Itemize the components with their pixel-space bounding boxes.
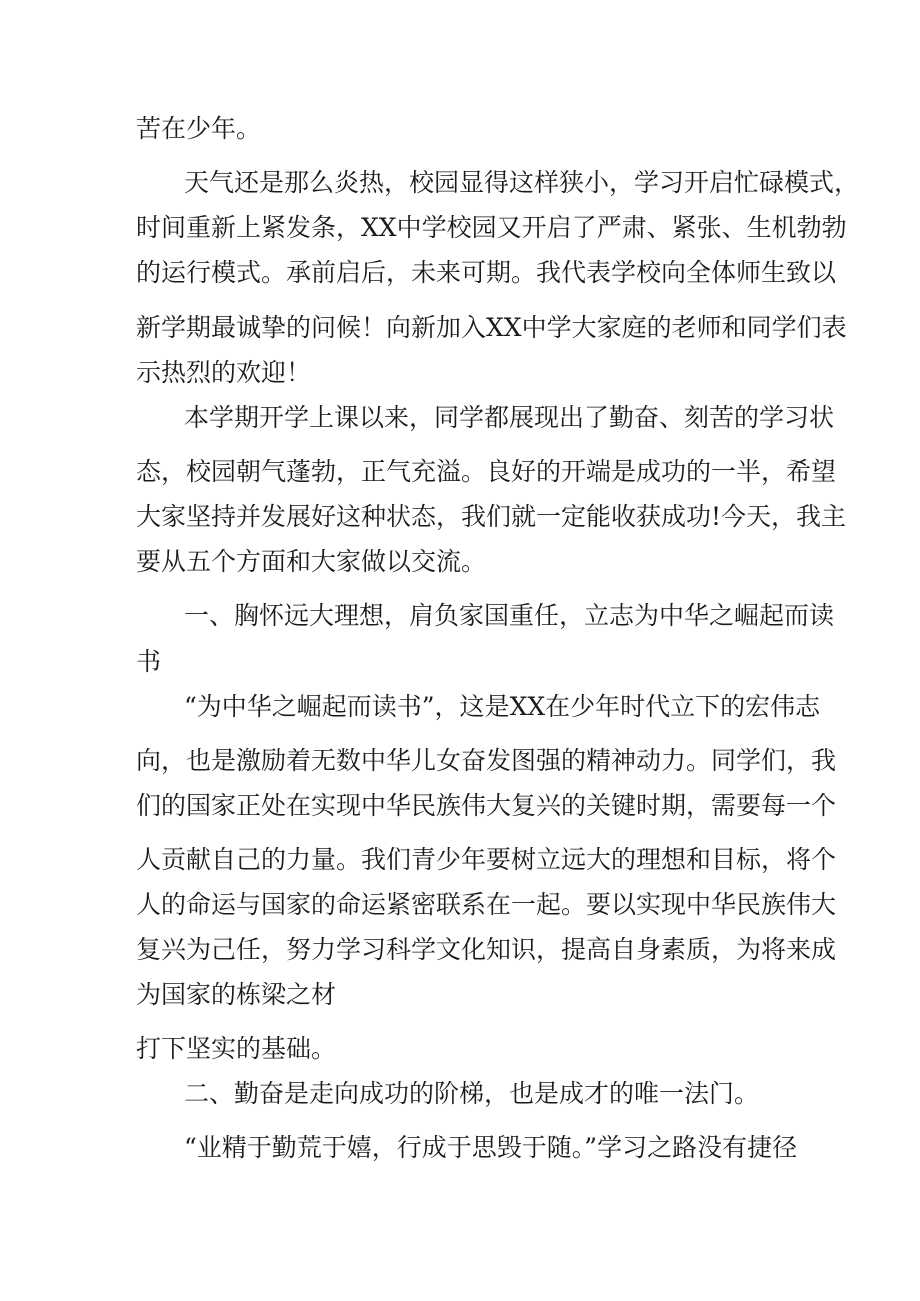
text-line: 的运行模式。承前启后，未来可期。我代表学校向全体师生致以 [136, 258, 837, 287]
section-heading: 二、勤奋是走向成功的阶梯，也是成才的唯一法门。 [184, 1079, 760, 1108]
text-line: 时间重新上紧发条，XX中学校园又开启了严肃、紧张、生机勃勃 [136, 213, 847, 242]
paragraph-start: “为中华之崛起而读书”，这是XX在少年时代立下的宏伟志 [184, 692, 821, 721]
paragraph-start: “业精于勤荒于嬉，行成于思毁于随。”学习之路没有捷径 [184, 1133, 798, 1162]
text-line: 打下坚实的基础。 [136, 1034, 337, 1063]
text-line: 苦在少年。 [136, 114, 262, 143]
text-line: 新学期最诚挚的问候！向新加入XX中学大家庭的老师和同学们表 [136, 313, 847, 342]
text-line: 人的命运与国家的命运紧密联系在一起。要以实现中华民族伟大 [136, 890, 837, 919]
text-line: 复兴为己任，努力学习科学文化知识，提高自身素质，为将来成 [136, 935, 837, 964]
text-line: 要从五个方面和大家做以交流。 [136, 547, 487, 576]
section-heading-continued: 书 [136, 647, 162, 676]
paragraph-start: 本学期开学上课以来，同学都展现出了勤奋、刻苦的学习状 [184, 403, 835, 432]
text-line: 们的国家正处在实现中华民族伟大复兴的关键时期，需要每一个 [136, 791, 837, 820]
paragraph-start: 天气还是那么炎热，校园显得这样狭小，学习开启忙碌模式， [184, 168, 860, 197]
text-line: 示热烈的欢迎！ [136, 358, 312, 387]
section-heading: 一、胸怀远大理想，肩负家国重任，立志为中华之崛起而读 [184, 601, 835, 630]
text-line: 大家坚持并发展好这种状态，我们就一定能收获成功!今天，我主 [136, 502, 847, 531]
text-line: 向，也是激励着无数中华儿女奋发图强的精神动力。同学们，我 [136, 746, 837, 775]
text-line: 态，校园朝气蓬勃，正气充溢。良好的开端是成功的一半，希望 [136, 457, 837, 486]
text-line: 人贡献自己的力量。我们青少年要树立远大的理想和目标，将个 [136, 845, 837, 874]
text-line: 为国家的栋梁之材 [136, 980, 337, 1009]
